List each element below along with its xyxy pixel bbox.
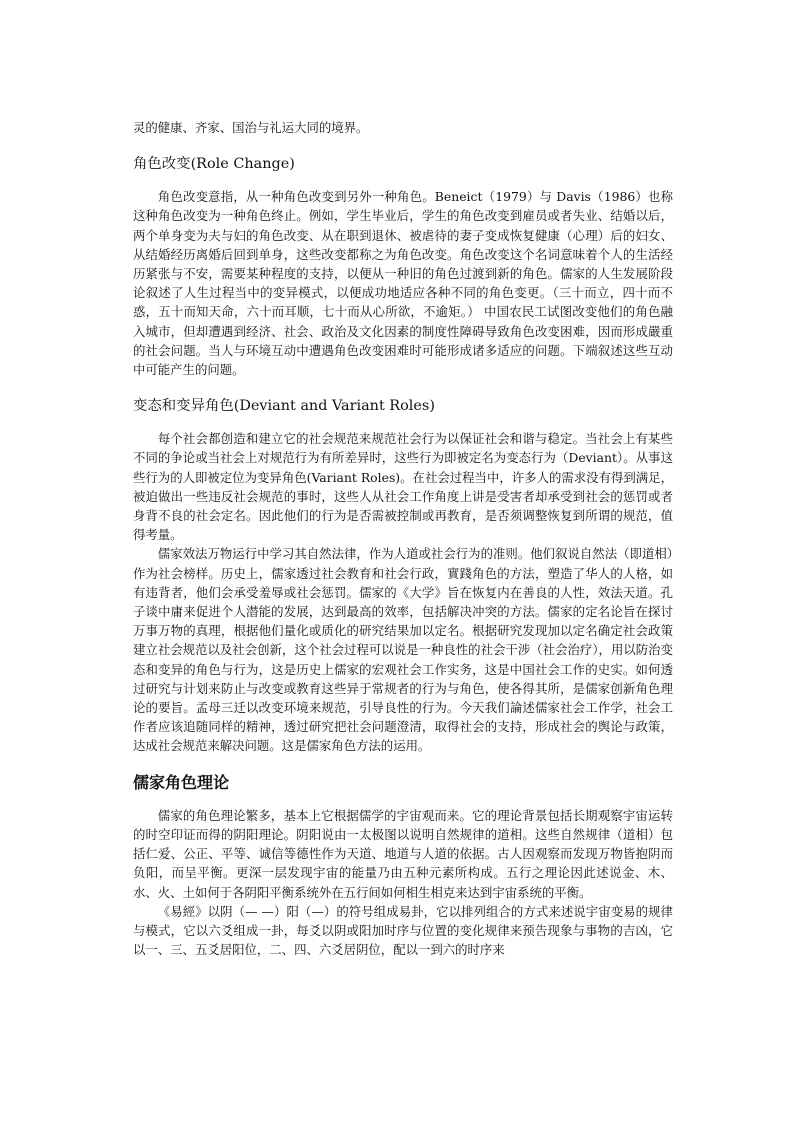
paragraph-role-change: 角色改变意指，从一种角色改变到另外一种角色。Beneict（1979）与 Davis（1986）也称这种角色改变为一种角色终止。例如，学生毕业后，学生的角色改变到雇员或者失业、结婚以后，两个单身变为夫与妇的角色改变、从在职到退休、被虐待的妻子变成恢复健康（心理）后的妇女、从结婚经历离婚后回到单身，这些改变都称之为角色改变。角色改变这个名词意味着个人的生活经历紧张与不安，需要某种程度的支持，以便从一种旧的角色过渡到新的角色。儒家的人生发展阶段论叙述了人生过程当中的变异模式，以便成功地适应各种不同的角色变更。（三十而立，四十而不惑，五十而知天命，六十而耳顺，七十而从心所欲，不逾矩。） 中国农民工试图改变他们的角色融入城市，但却遭遇到经济、社会、政治及文化因素的制度性障碍导致角色改变困难，因而形成嚴重的社会问题。当人与环境互动中遭遇角色改变困难时可能形成诸多适应的问题。下端叙述这些互动中可能产生的问题。	[133, 189, 673, 378]
paragraph-theory-2: 《易經》以阴（— —）阳（—）的符号组成易卦，它以排列组合的方式来述说宇宙变易的规律与模式，它以六爻组成一卦，每爻以阴或阳加时序与位置的变化规律来预告现象与事物的吉凶，它以一、三、五爻居阳位，二、四、六爻居阴位，配以一到六的时序来	[133, 903, 673, 958]
document-page	[133, 118, 673, 959]
heading-confucian-role-theory: 儒家角色理论	[133, 772, 230, 792]
paragraph-theory-1: 儒家的角色理论繁多，基本上它根据儒学的宇宙观而来。它的理论背景包括长期观察宇宙运转的时空印证而得的阴阳理论。阴阳说由一太极图以说明自然规律的道相。这些自然规律（道相）包括仁爱、公正、平等、诚信等德性作为天道、地道与人道的依据。古人因观察而发现万物皆抱阴而负阳，而呈平衡。更深一层发现宇宙的能量乃由五种元素所构成。五行之理论因此述说金、木、水、火、土如何于各阴阳平衡系统外在五行间如何相生相克来达到宇宙系统的平衡。	[133, 807, 673, 900]
paragraph-deviant-2: 儒家效法万物运行中学习其自然法律，作为人道或社会行为的准则。他们叙说自然法（即道相）作为社会榜样。历史上，儒家透过社会教育和社会行政，實踐角色的方法，塑造了华人的人格，如有违背者，他们会承受羞辱或社会惩罚。儒家的《大学》旨在恢复内在善良的人性，效法天道。孔子谈中庸来促进个人潜能的发展，达到最高的效率，包括解决冲突的方法。儒家的定名论旨在探讨万事万物的真理，根据他们量化或质化的研究结果加以定名。根据研究发现加以定名确定社会政策建立社会规范以及社会创新，这个社会过程可以说是一种良性的社会干涉（社会治疗），用以防治变态和变异的角色与行为，这是历史上儒家的宏观社会工作实务，这是中国社会工作的史实。如何透过研究与计划来防止与改变或教育这些异于常规者的行为与角色，使各得其所，是儒家创新角色理论的要旨。孟母三迁以改变环境来规范，引导良性的行为。今天我们論述儒家社会工作学，社会工作者应该追随同样的精神，透过研究把社会问题澄清，取得社会的支持，形成社会的舆论与政策，达成社会规范来解决问题。这是儒家角色方法的运用。	[133, 546, 673, 754]
heading-role-change: 角色改变(Role Change)	[133, 156, 295, 173]
paragraph-deviant-1: 每个社会都创造和建立它的社会规范来规范社会行为以保证社会和谐与稳定。当社会上有某些不同的争论或当社会上对规范行为有所差异时，这些行为即被定名为变态行为（Deviant）。从事这些行为的人即被定位为变异角色(Variant Roles)。在社会过程当中，许多人的需求没有得到满足，被迫做出一些违反社会规范的事时，这些人从社会工作角度上讲是受害者却承受到社会的惩罚或者身背不良的社会定名。因此他们的行为是否需被控制或再教育，是否须调整恢复到所谓的规范，值得考量。	[133, 431, 673, 543]
continuation-line: 灵的健康、齐家、国治与礼运大同的境界。	[133, 120, 369, 135]
heading-deviant-roles: 变态和变异角色(Deviant and Variant Roles)	[133, 398, 435, 415]
